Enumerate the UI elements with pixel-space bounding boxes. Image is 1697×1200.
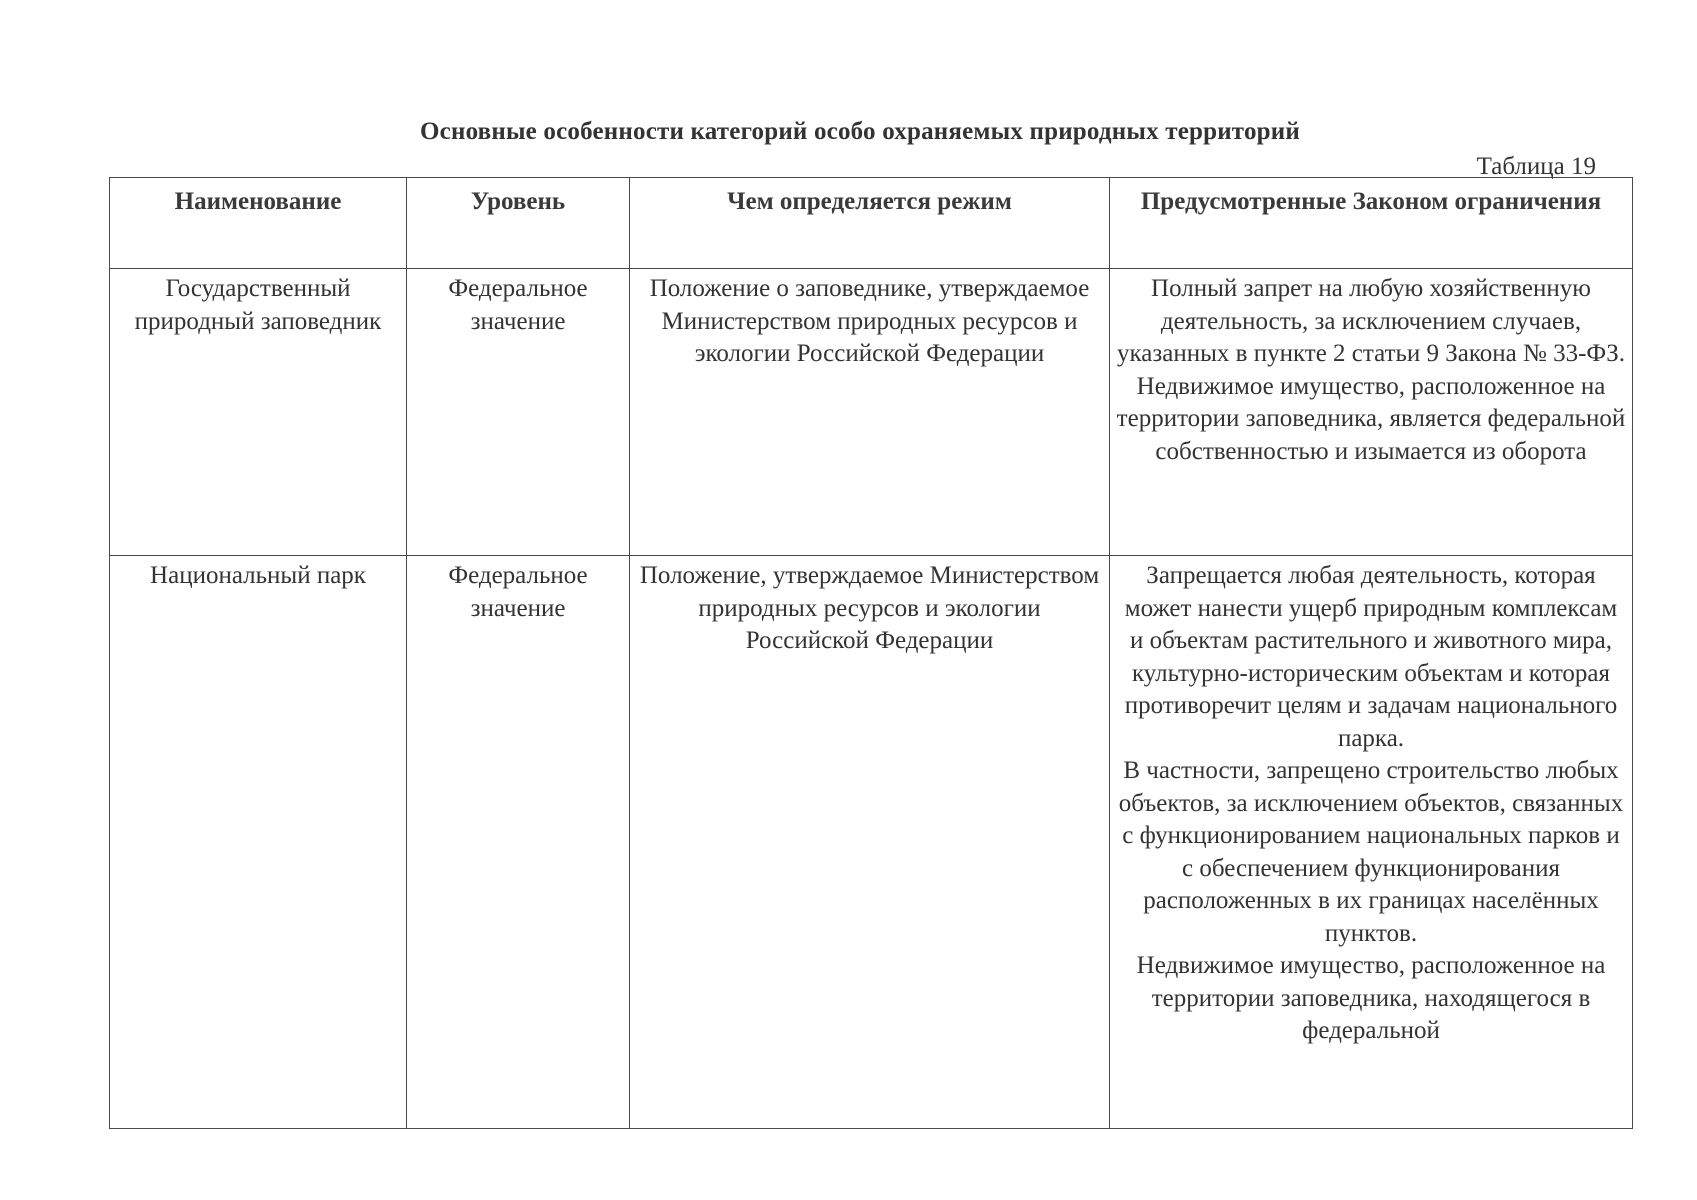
cell-limits	[1110, 269, 1633, 556]
cell-level: Федеральное значение	[407, 269, 630, 556]
cell-level: Федеральное значение	[407, 556, 630, 1129]
limits-paragraph: Недвижимое имущество, расположенное на территории заповедника, является федеральной собственностью и изымается из оборота	[1116, 372, 1626, 465]
header-limits: Предусмотренные Законом ограничения	[1110, 178, 1633, 269]
header-name: Наименование	[110, 178, 407, 269]
limits-paragraph: Недвижимое имущество, расположенное на территории заповедника, находящегося в федеральной	[1136, 952, 1606, 1044]
cell-regime: Положение о заповеднике, утверждаемое Министерством природных ресурсов и экологии Российской Федерации	[630, 269, 1110, 556]
limits-paragraph: Полный запрет на любую хозяйственную деятельность, за исключением случаев, указанных в пункте 2 статьи 9 Закона № 33-ФЗ.	[1117, 275, 1625, 367]
cell-limits	[1110, 556, 1633, 1129]
cell-name: Государственный природный заповедник	[110, 269, 407, 556]
cell-name: Национальный парк	[110, 556, 407, 1129]
limits-paragraph: В частности, запрещено строительство любых объектов, за исключением объектов, связанных с функционированием национальных парков и с обеспечением функционирования расположенных в их границах населённых пунктов.	[1118, 757, 1624, 947]
table-row	[110, 269, 1633, 556]
protected-areas-table	[109, 177, 1633, 1129]
table-row	[110, 556, 1633, 1129]
cell-regime: Положение, утверждаемое Министерством природных ресурсов и экологии Российской Федерации	[630, 556, 1110, 1129]
header-regime: Чем определяется режим	[630, 178, 1110, 269]
header-level: Уровень	[407, 178, 630, 269]
page-title: Основные особенности категорий особо охраняемых природных территорий	[420, 118, 1300, 145]
table-number-label: Таблица 19	[1476, 153, 1596, 180]
limits-paragraph: Запрещается любая деятельность, которая может нанести ущерб природным комплексам и объектам растительного и животного мира, культурно-историческим объектам и которая противоречит целям и задачам национального парка.	[1124, 562, 1618, 752]
table-header-row	[110, 178, 1633, 269]
